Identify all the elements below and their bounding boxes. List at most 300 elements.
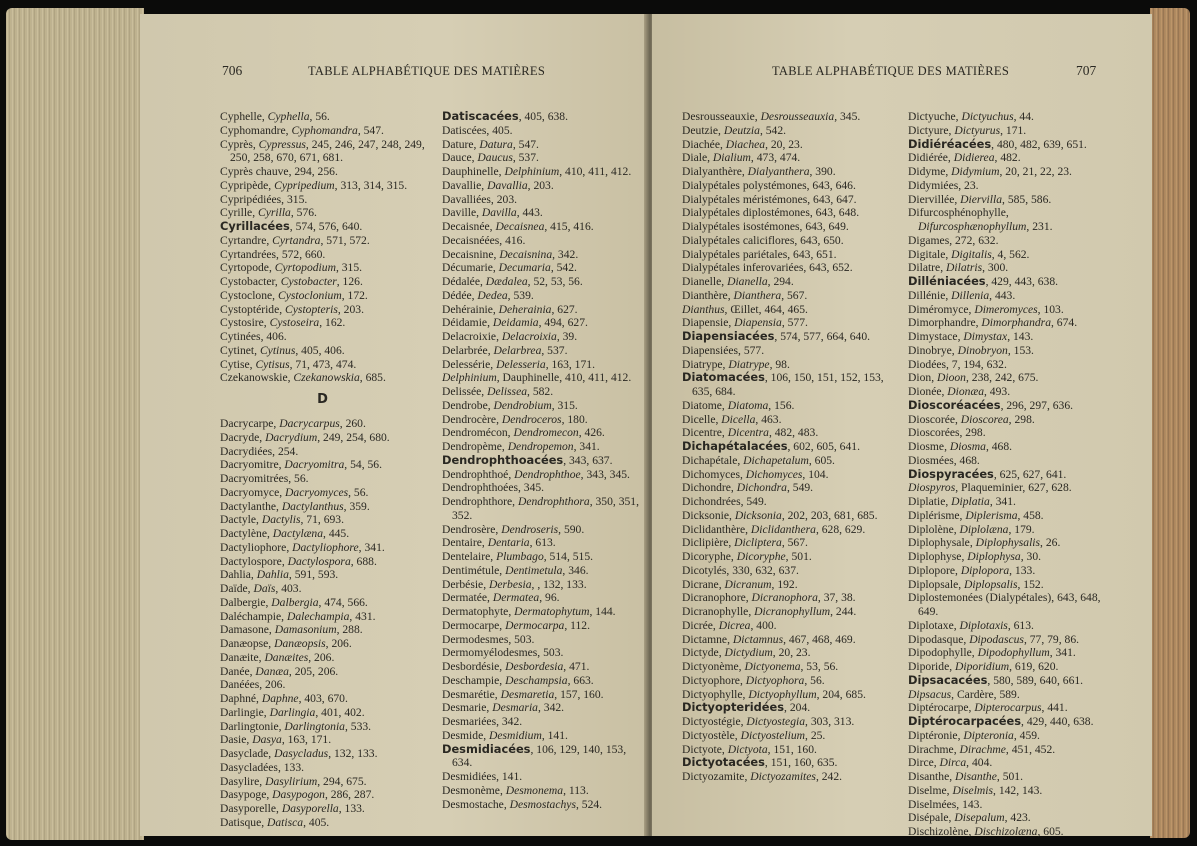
entry-references: , 288. bbox=[336, 623, 363, 637]
entry-references: , 303, 313. bbox=[805, 715, 855, 728]
index-entry bbox=[682, 715, 887, 729]
entry-references: , 602, 605, 641. bbox=[787, 440, 860, 453]
entry-latin-name: Dischizolæna bbox=[974, 825, 1038, 838]
entry-term: Dactylène, bbox=[220, 527, 273, 540]
entry-latin-name: Delphinium bbox=[442, 371, 497, 385]
entry-term: Cytinées, 406. bbox=[220, 330, 287, 343]
entry-term: Diatrype, bbox=[682, 357, 729, 371]
entry-term: Dianthère, bbox=[682, 288, 734, 302]
index-entry bbox=[220, 261, 425, 275]
entry-latin-name: Dichomyces bbox=[745, 467, 803, 481]
entry-term: Datisque, bbox=[220, 815, 268, 829]
entry-latin-name: Dinobryon bbox=[957, 343, 1008, 357]
entry-references: , 468. bbox=[985, 440, 1013, 453]
entry-latin-name: Delissea bbox=[487, 385, 528, 398]
index-entry bbox=[908, 619, 1113, 633]
entry-term: Diptérocarpe, bbox=[908, 701, 975, 715]
index-entry bbox=[908, 784, 1113, 798]
index-entry bbox=[682, 605, 887, 619]
index-entry bbox=[220, 802, 425, 816]
index-entry bbox=[442, 289, 647, 303]
entry-latin-name: Diatrype bbox=[728, 357, 770, 371]
entry-references: , 103. bbox=[1037, 302, 1064, 316]
entry-references: , 162. bbox=[319, 316, 346, 330]
entry-latin-name: Deherainia bbox=[498, 302, 552, 316]
entry-references: , 153. bbox=[1007, 343, 1034, 357]
entry-term: Dacryde, bbox=[220, 430, 266, 444]
index-entry bbox=[682, 756, 887, 770]
entry-latin-name: Dasyporella bbox=[281, 802, 339, 815]
entry-latin-name: Dentimetula bbox=[505, 563, 563, 577]
entry-term: Cyphomandre, bbox=[220, 123, 292, 137]
entry-term: Desmonème, bbox=[442, 783, 506, 797]
entry-term: Diapensiées, 577. bbox=[682, 343, 765, 357]
entry-latin-name: Dendrophthora bbox=[517, 495, 590, 508]
index-entry bbox=[442, 646, 647, 660]
index-entry bbox=[442, 426, 647, 440]
entry-term: Dialypétales polystémones, 643, 646. bbox=[682, 178, 856, 192]
entry-term: Dendrosère, bbox=[442, 522, 502, 536]
index-entry bbox=[908, 770, 1113, 784]
entry-term: Dion, bbox=[908, 371, 937, 385]
index-entry bbox=[908, 798, 1113, 812]
entry-latin-name: Deidamia bbox=[492, 316, 539, 330]
entry-references: , 605. bbox=[1037, 825, 1064, 838]
entry-latin-name: Dictyonema bbox=[744, 660, 801, 673]
entry-references: , Dauphinelle, 410, 411, 412. bbox=[496, 371, 632, 385]
entry-term: Diplostemonées (Dialypétales), 643, 648, 649. bbox=[908, 591, 1101, 618]
entry-references: , 400. bbox=[750, 618, 777, 632]
entry-term: Dictyostèle, bbox=[682, 728, 741, 742]
entry-references: , 619, 620. bbox=[1009, 660, 1059, 673]
index-entry bbox=[908, 701, 1113, 715]
entry-term: Dactyliophore, bbox=[220, 540, 293, 554]
entry-latin-name: Cystobacter bbox=[280, 275, 337, 288]
index-entry bbox=[682, 179, 887, 193]
entry-term: Dicranophore, bbox=[682, 591, 752, 605]
index-entry bbox=[442, 674, 647, 688]
index-entry bbox=[442, 151, 647, 165]
entry-references: , 574, 577, 664, 640. bbox=[774, 330, 871, 343]
entry-term: Deschampie, bbox=[442, 673, 506, 687]
index-entry bbox=[442, 495, 647, 523]
entry-latin-name: Diospyros bbox=[908, 481, 956, 495]
index-entry bbox=[220, 303, 425, 317]
entry-latin-name: Decumaria bbox=[498, 261, 551, 275]
entry-references: , 231. bbox=[1026, 220, 1053, 233]
entry-term: Dimorphandre, bbox=[908, 316, 982, 330]
index-entry bbox=[442, 798, 647, 812]
entry-latin-name: Diplophysalis bbox=[975, 536, 1041, 550]
entry-term: Didiérée, bbox=[908, 151, 954, 165]
entry-term: Dédalée, bbox=[442, 275, 486, 288]
entry-references: , 463. bbox=[755, 412, 782, 426]
entry-latin-name: Diapensia bbox=[734, 316, 782, 330]
entry-references: , 296, 297, 636. bbox=[1000, 398, 1074, 412]
entry-latin-name: Dillenia bbox=[951, 288, 990, 302]
entry-term: Dictyuche, bbox=[908, 110, 962, 123]
entry-term: Dature, bbox=[442, 137, 480, 151]
entry-references: , 514, 515. bbox=[543, 550, 594, 563]
entry-term: Dipodasque, bbox=[908, 632, 970, 646]
entry-term: Desbordésie, bbox=[442, 660, 506, 673]
entry-term: Delessérie, bbox=[442, 357, 497, 371]
entry-references: , 71, 473, 474. bbox=[289, 357, 357, 371]
entry-references: , 341. bbox=[573, 440, 600, 453]
entry-latin-name: Dentaria bbox=[487, 536, 530, 550]
index-entry bbox=[220, 289, 425, 303]
entry-references: , 342. bbox=[552, 247, 579, 261]
entry-term: Darlingtonie, bbox=[220, 719, 285, 733]
entry-term: Dalbergie, bbox=[220, 595, 272, 609]
entry-references: , 260. bbox=[339, 417, 366, 430]
entry-references: , 142, 143. bbox=[993, 783, 1043, 797]
entry-references: , 343, 637. bbox=[563, 453, 613, 467]
index-entry bbox=[908, 440, 1113, 454]
entry-references: , 163, 171. bbox=[281, 733, 332, 747]
index-entry bbox=[908, 358, 1113, 372]
entry-latin-name: Dendropemon bbox=[507, 440, 574, 453]
index-entry bbox=[220, 138, 425, 166]
entry-references: , 341. bbox=[1049, 646, 1076, 660]
entry-term: Dicelle, bbox=[682, 412, 722, 426]
entry-term: Dictyophylle, bbox=[682, 687, 749, 701]
entry-term: Dipodophylle, bbox=[908, 646, 978, 660]
entry-term: Dermatophyte, bbox=[442, 605, 515, 618]
entry-term: Czekanowskie, bbox=[220, 371, 294, 385]
entry-latin-name: Diatoma bbox=[727, 398, 769, 412]
index-entry bbox=[682, 454, 887, 468]
entry-term: Diselmées, 143. bbox=[908, 797, 983, 811]
entry-references: , 71, 693. bbox=[300, 513, 344, 527]
index-entry bbox=[908, 303, 1113, 317]
index-entry bbox=[682, 440, 887, 454]
index-entry bbox=[908, 151, 1113, 165]
index-entry bbox=[682, 413, 887, 427]
entry-references: , 143. bbox=[1007, 330, 1034, 343]
index-entry bbox=[442, 688, 647, 702]
entry-latin-name: Davallia bbox=[487, 178, 528, 192]
index-entry bbox=[682, 523, 887, 537]
entry-latin-name: Dilatris bbox=[946, 261, 983, 275]
entry-latin-name: Desmaria bbox=[492, 701, 538, 715]
index-entry bbox=[682, 110, 887, 124]
entry-term: Dasie, bbox=[220, 733, 253, 747]
entry-latin-name: Decaisnina bbox=[499, 247, 553, 261]
entry-latin-name: Czekanowskia bbox=[293, 371, 360, 385]
index-entry bbox=[682, 165, 887, 179]
entry-latin-name: Diachea bbox=[725, 137, 766, 151]
entry-latin-name: Dendrobium bbox=[493, 398, 552, 412]
entry-term: Diodées, 7, 194, 632. bbox=[908, 357, 1007, 371]
entry-references: , 249, 254, 680. bbox=[317, 430, 390, 444]
entry-latin-name: Dalbergia bbox=[271, 595, 319, 609]
entry-term: Dictamne, bbox=[682, 632, 733, 646]
entry-term: Dichomyces, bbox=[682, 467, 746, 481]
entry-family-name: Dilléniacées bbox=[908, 274, 986, 288]
entry-latin-name: Desmonema bbox=[505, 783, 564, 797]
index-entry bbox=[442, 564, 647, 578]
entry-references: , 342. bbox=[537, 701, 565, 715]
entry-latin-name: Danæa bbox=[255, 664, 289, 678]
index-entry bbox=[682, 261, 887, 275]
entry-term: Diale, bbox=[682, 151, 713, 165]
entry-references: , 132, 133. bbox=[328, 747, 378, 760]
entry-latin-name: Diplopora bbox=[960, 563, 1010, 577]
index-entry bbox=[908, 715, 1113, 729]
entry-term: Delarbrée, bbox=[442, 343, 494, 357]
entry-latin-name: Dictamnus bbox=[732, 632, 784, 646]
index-entry bbox=[682, 248, 887, 262]
index-entry bbox=[682, 303, 887, 317]
index-entry bbox=[682, 275, 887, 289]
index-entry bbox=[908, 426, 1113, 440]
entry-term: Dichondre, bbox=[682, 481, 737, 495]
entry-latin-name: Dialyanthera bbox=[747, 165, 810, 178]
entry-references: , 571, 572. bbox=[320, 233, 370, 247]
index-entry bbox=[908, 193, 1113, 207]
entry-latin-name: Dahlia bbox=[256, 568, 289, 582]
entry-references: , 179. bbox=[1008, 522, 1035, 536]
entry-term: Dermomyélodesmes, 503. bbox=[442, 646, 564, 660]
index-entry bbox=[682, 206, 887, 220]
entry-references: , 163, 171. bbox=[545, 357, 595, 371]
entry-latin-name: Cypripedium bbox=[274, 178, 335, 192]
entry-references: , 473, 474. bbox=[750, 151, 801, 165]
entry-term: Dialypétales inferovariées, 643, 652. bbox=[682, 261, 853, 275]
index-entry bbox=[220, 541, 425, 555]
index-column bbox=[682, 110, 887, 784]
running-header: TABLE ALPHABÉTIQUE DES MATIÈRES bbox=[772, 64, 1010, 78]
index-entry bbox=[220, 110, 425, 124]
entry-term: Diptéronie, bbox=[908, 728, 964, 742]
index-entry bbox=[220, 206, 425, 220]
index-entry bbox=[682, 330, 887, 344]
entry-latin-name: Disanthe bbox=[955, 770, 997, 783]
entry-references: , 688. bbox=[350, 554, 377, 568]
index-entry bbox=[442, 179, 647, 193]
entry-term: Daville, bbox=[442, 206, 482, 220]
entry-term: Dichapétale, bbox=[682, 453, 744, 467]
entry-latin-name: Dædalea bbox=[485, 275, 528, 288]
entry-references: , 501. bbox=[785, 550, 812, 563]
entry-latin-name: Daphne bbox=[261, 692, 299, 705]
entry-latin-name: Dicliptera bbox=[734, 536, 782, 550]
entry-term: Dirachme, bbox=[908, 742, 960, 756]
entry-term: Desrousseauxie, bbox=[682, 110, 761, 123]
entry-term: Dendrocère, bbox=[442, 412, 502, 426]
entry-term: Desmidiées, 141. bbox=[442, 770, 523, 783]
entry-term: Dirce, bbox=[908, 756, 940, 770]
entry-references: , 341. bbox=[358, 540, 385, 554]
entry-term: Delacroixie, bbox=[442, 330, 502, 343]
entry-references: , 549. bbox=[786, 481, 814, 495]
entry-latin-name: Dendroceros bbox=[501, 412, 562, 426]
entry-latin-name: Cyphomandra bbox=[291, 123, 358, 137]
entry-references: , 141. bbox=[541, 728, 568, 742]
entry-references: , 346. bbox=[562, 563, 589, 577]
index-entry bbox=[220, 596, 425, 610]
index-entry bbox=[908, 454, 1113, 468]
entry-references: , 144. bbox=[589, 605, 616, 618]
index-entry bbox=[682, 316, 887, 330]
index-entry bbox=[442, 523, 647, 537]
entry-term: Diselme, bbox=[908, 783, 953, 797]
entry-term: Desmarétie, bbox=[442, 687, 501, 701]
entry-references: , 590. bbox=[558, 522, 585, 536]
page-edges-right bbox=[1150, 8, 1190, 838]
entry-term: Deutzie, bbox=[682, 123, 724, 137]
entry-term: Dialypétales caliciflores, 643, 650. bbox=[682, 233, 844, 247]
entry-latin-name: Desmaretia bbox=[500, 687, 555, 701]
entry-references: , 54, 56. bbox=[344, 458, 382, 472]
entry-references: , 471. bbox=[563, 660, 590, 673]
entry-term: Dentimétule, bbox=[442, 563, 506, 577]
index-entry bbox=[220, 582, 425, 596]
index-entry bbox=[682, 536, 887, 550]
entry-latin-name: Dictyostelium bbox=[740, 728, 806, 742]
entry-family-name: Diatomacées bbox=[682, 370, 765, 385]
page-number: 706 bbox=[222, 63, 243, 78]
entry-latin-name: Diselmis bbox=[952, 783, 994, 797]
entry-references: , 350, 351, 352. bbox=[452, 495, 639, 522]
entry-latin-name: Dicrea bbox=[718, 618, 751, 632]
entry-latin-name: Davilla bbox=[481, 206, 517, 220]
entry-references: , 577. bbox=[781, 316, 808, 330]
entry-term: Dendropème, bbox=[442, 440, 508, 453]
entry-references: , 286, 287. bbox=[324, 788, 375, 802]
index-entry bbox=[682, 578, 887, 592]
index-entry bbox=[682, 234, 887, 248]
entry-latin-name: Diporidium bbox=[955, 660, 1010, 673]
entry-latin-name: Dimorphandra bbox=[981, 316, 1051, 330]
entry-references: , 315. bbox=[551, 398, 578, 412]
entry-term: Cyrille, bbox=[220, 206, 258, 220]
index-entry bbox=[442, 633, 647, 647]
entry-term: Daphné, bbox=[220, 692, 262, 705]
entry-references: , 524. bbox=[575, 797, 603, 811]
index-entry bbox=[682, 399, 887, 413]
entry-latin-name: Dendromecon bbox=[513, 426, 579, 440]
index-entry bbox=[442, 193, 647, 207]
index-entry bbox=[682, 138, 887, 152]
index-entry bbox=[220, 344, 425, 358]
index-entry bbox=[442, 468, 647, 482]
entry-term: Dinobrye, bbox=[908, 343, 958, 357]
entry-term: Décumarie, bbox=[442, 261, 499, 275]
entry-references: , 192. bbox=[771, 577, 798, 591]
index-entry bbox=[908, 550, 1113, 564]
entry-term: Decaisnine, bbox=[442, 247, 500, 261]
entry-references: , 44. bbox=[1013, 110, 1034, 123]
entry-latin-name: Cystoseira bbox=[269, 316, 320, 330]
entry-term: Difurcosphénophylle, bbox=[908, 206, 1009, 220]
entry-term: Dictyote, bbox=[682, 742, 728, 756]
entry-term: Dioscorée, bbox=[908, 412, 961, 426]
entry-term: Cystoclone, bbox=[220, 288, 278, 302]
index-entry bbox=[442, 715, 647, 729]
entry-references: , 151, 160, 635. bbox=[764, 756, 838, 770]
index-entry bbox=[908, 385, 1113, 399]
entry-family-name: Datiscacées bbox=[442, 109, 519, 123]
entry-latin-name: Dioscorea bbox=[960, 412, 1009, 426]
index-entry bbox=[682, 468, 887, 482]
index-entry bbox=[220, 692, 425, 706]
entry-term: Dianelle, bbox=[682, 275, 728, 288]
entry-references: , 106, 129, 140, 153, 634. bbox=[452, 742, 627, 770]
entry-term: Dédée, bbox=[442, 288, 478, 302]
entry-references: , 458. bbox=[1017, 508, 1044, 522]
entry-references: , 625, 627, 641. bbox=[993, 467, 1067, 481]
entry-references: , 203. bbox=[527, 178, 554, 192]
entry-latin-name: Disepalum bbox=[954, 811, 1005, 825]
entry-references: , 206. bbox=[308, 650, 335, 664]
index-entry bbox=[220, 733, 425, 747]
index-entry bbox=[442, 481, 647, 495]
entry-latin-name: Dialium bbox=[712, 151, 751, 165]
entry-term: Dictyure, bbox=[908, 123, 955, 137]
entry-latin-name: Cyrtopodium bbox=[274, 261, 336, 275]
entry-term: Dicrane, bbox=[682, 577, 725, 591]
entry-latin-name: Dictyurus bbox=[954, 123, 1001, 137]
entry-references: , 390. bbox=[809, 165, 836, 178]
entry-references: , 106, 150, 151, 152, 153, 635, 684. bbox=[692, 371, 884, 398]
entry-references: , 403, 670. bbox=[298, 692, 348, 705]
entry-latin-name: Dacryomitra bbox=[284, 458, 345, 472]
index-entry bbox=[442, 413, 647, 427]
entry-references: , 104. bbox=[802, 467, 829, 481]
entry-references: , 53, 56. bbox=[800, 660, 839, 673]
index-entry bbox=[908, 564, 1113, 578]
entry-term: Diplopsale, bbox=[908, 577, 965, 591]
entry-family-name: Dichapétalacées bbox=[682, 439, 788, 453]
entry-references: , 547. bbox=[357, 123, 384, 137]
index-entry bbox=[220, 417, 425, 431]
entry-latin-name: Difurcosphænophyllum bbox=[918, 220, 1027, 233]
index-entry bbox=[908, 413, 1113, 427]
entry-term: Cystobacter, bbox=[220, 275, 281, 288]
entry-latin-name: Dermatophytum bbox=[514, 605, 590, 618]
index-entry bbox=[908, 756, 1113, 770]
entry-latin-name: Delphinium bbox=[504, 165, 560, 178]
index-entry bbox=[682, 220, 887, 234]
entry-references: , 480, 482, 639, 651. bbox=[991, 137, 1087, 151]
entry-term: Dichondrées, 549. bbox=[682, 495, 767, 508]
entry-references: , 4, 562. bbox=[991, 247, 1030, 261]
entry-references: , 405, 638. bbox=[518, 110, 568, 123]
entry-term: Dahlia, bbox=[220, 568, 257, 582]
entry-term: Dasyclade, bbox=[220, 747, 275, 760]
left-page bbox=[140, 14, 648, 836]
entry-references: , 180. bbox=[561, 412, 588, 426]
entry-references: , 482, 483. bbox=[768, 426, 819, 440]
entry-references: , 628, 629. bbox=[815, 522, 866, 536]
entry-term: Dicrée, bbox=[682, 618, 719, 632]
index-entry bbox=[220, 275, 425, 289]
index-entry bbox=[220, 706, 425, 720]
entry-term: Dictyozamite, bbox=[682, 770, 751, 783]
entry-references: , 152. bbox=[1017, 577, 1044, 591]
index-entry bbox=[908, 646, 1113, 660]
index-entry bbox=[682, 729, 887, 743]
entry-references: , 429, 440, 638. bbox=[1021, 715, 1094, 728]
index-entry bbox=[442, 316, 647, 330]
entry-latin-name: Dipodascus bbox=[969, 632, 1024, 646]
entry-term: Dilatre, bbox=[908, 261, 946, 275]
entry-term: Davallie, bbox=[442, 178, 488, 192]
entry-latin-name: Dichondra bbox=[736, 481, 787, 495]
entry-references: , 663. bbox=[567, 673, 594, 687]
